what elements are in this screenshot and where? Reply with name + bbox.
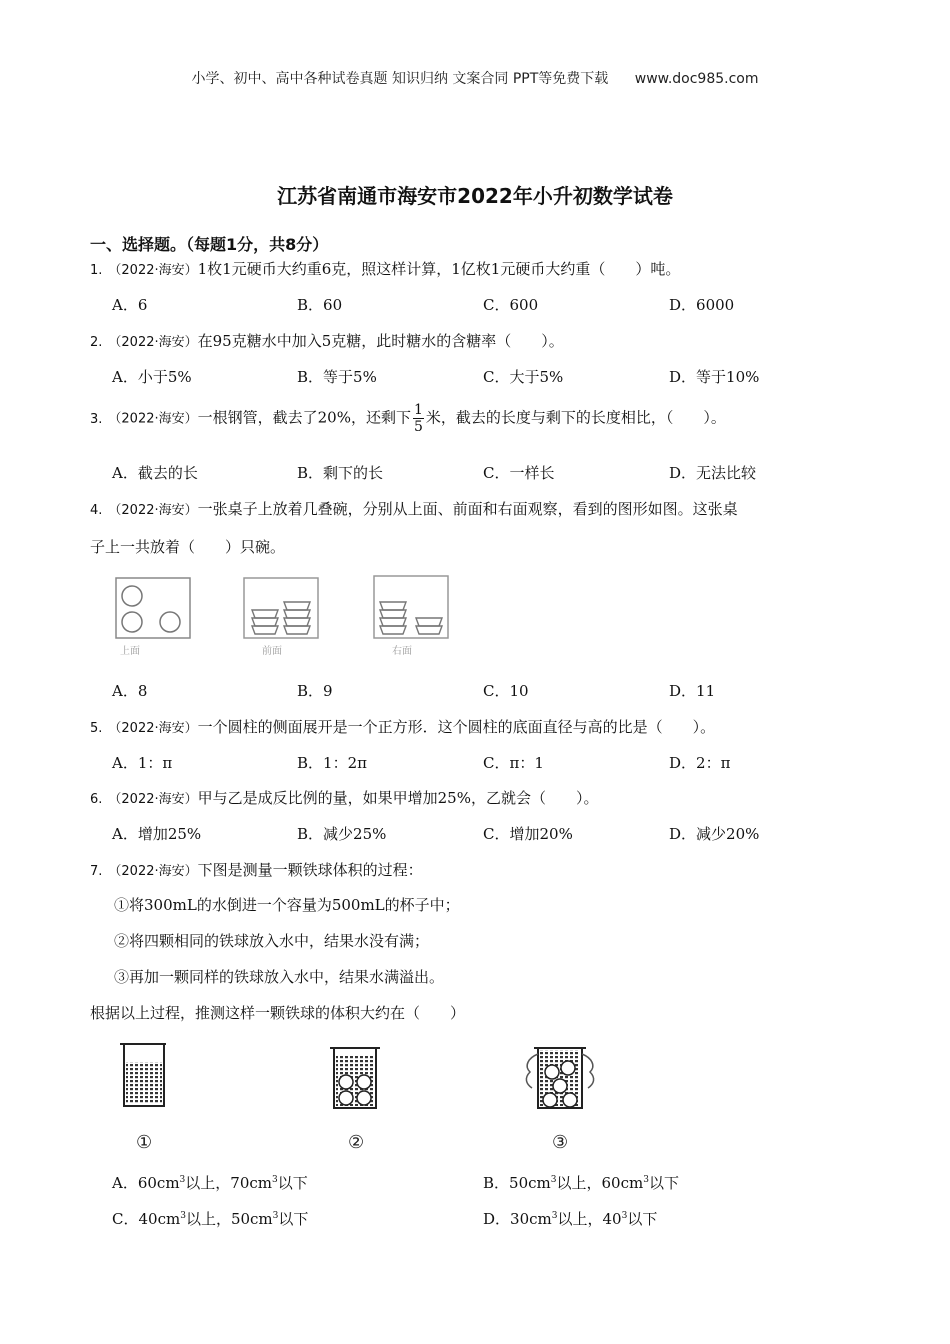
option-d-sup2: 3 [621, 1211, 628, 1221]
view-label-right: 右面 [392, 646, 412, 657]
option-a-sup1: 3 [179, 1175, 186, 1185]
option-d-sup1: 3 [551, 1211, 558, 1221]
option-b[interactable]: B．减少25% [297, 825, 387, 843]
question-6-options [112, 823, 852, 845]
question-text: 一个圆柱的侧面展开是一个正方形．这个圆柱的底面直径与高的比是（ ）。 [197, 718, 716, 736]
option-a-sup2: 3 [272, 1175, 278, 1185]
option-c[interactable]: C．一样长 [483, 464, 555, 482]
option-a[interactable]: A．截去的长 [112, 464, 198, 482]
option-b[interactable]: B．9 [297, 682, 333, 700]
option-b-mid: 以上，60cm [556, 1174, 644, 1192]
view-label-top: 上面 [120, 646, 140, 657]
question-text-after: 米，截去的长度与剩下的长度相比，（ ）。 [425, 408, 726, 427]
bowl-views-figure [112, 572, 452, 662]
option-a[interactable]: A．增加25% [112, 825, 202, 843]
option-b-sup2: 3 [643, 1175, 649, 1185]
question-number: 7. [90, 864, 103, 879]
question-text: 甲与乙是成反比例的量，如果甲增加25%，乙就会（ ）。 [197, 789, 599, 807]
question-7 [90, 859, 423, 880]
question-7-conclusion: 根据以上过程，推测这样一颗铁球的体积大约在（ ） [90, 1004, 466, 1022]
beaker-2 [330, 1048, 380, 1153]
question-7-options-row2 [112, 1208, 852, 1230]
question-text-line1: 一张桌子上放着几叠碗，分别从上面、前面和右面观察，看到的图形如图。这张桌 [197, 500, 738, 518]
question-1-options [112, 294, 852, 316]
question-4-line2: 子上一共放着（ ）只碗。 [90, 538, 286, 556]
question-2-options [112, 366, 852, 388]
question-1 [90, 258, 680, 279]
question-number: 5. [90, 721, 103, 736]
question-5-options [112, 752, 852, 774]
header-url[interactable]: www.doc985.com [634, 71, 759, 87]
question-5 [90, 716, 715, 737]
option-d-mid: 以上，40 [557, 1210, 622, 1228]
question-source-tag: （2022·海安） [108, 792, 198, 807]
option-d-post: 以下 [627, 1210, 658, 1228]
question-source-tag: （2022·海安） [108, 411, 198, 427]
right-view [374, 576, 448, 657]
option-d[interactable]: D．2：π [669, 754, 731, 772]
question-2 [90, 330, 564, 351]
beaker-1 [120, 1044, 166, 1153]
option-c[interactable]: C．大于5% [483, 368, 564, 386]
question-source-tag: （2022·海安） [108, 503, 198, 518]
option-c[interactable]: C．π：1 [483, 754, 544, 772]
section-heading: 一、选择题。（每题1分，共8分） [90, 235, 329, 254]
figure-label-3: ③ [552, 1132, 569, 1153]
option-a[interactable]: A．6 [112, 296, 148, 314]
option-b[interactable]: B．60 [297, 296, 343, 314]
front-view [244, 578, 318, 657]
question-4-options [112, 680, 852, 702]
option-c-mid: 以上，50cm [185, 1210, 273, 1228]
question-text: 1枚1元硬币大约重6克，照这样计算，1亿枚1元硬币大约重（ ）吨。 [197, 260, 681, 278]
question-number: 1. [90, 263, 103, 278]
option-a-post: 以下 [277, 1174, 308, 1192]
header-text: 小学、初中、高中各种试卷真题 知识归纳 文案合同 PPT等免费下载 [191, 71, 609, 87]
question-number: 6. [90, 792, 103, 807]
option-d[interactable]: D．减少20% [669, 825, 760, 843]
beaker-3 [526, 1048, 593, 1153]
question-3-options [112, 462, 852, 484]
option-a-mid: 以上，70cm [185, 1174, 272, 1192]
page-header [0, 68, 950, 88]
question-source-tag: （2022·海安） [108, 864, 198, 879]
option-b-pre: B．50cm [483, 1174, 551, 1192]
question-text-before: 一根钢管，截去了20%，还剩下 [197, 408, 411, 427]
question-number: 4. [90, 503, 103, 518]
question-number: 2. [90, 335, 103, 350]
option-d[interactable]: D．无法比较 [669, 464, 757, 482]
fraction-numerator: 1 [413, 402, 423, 418]
option-b[interactable]: B．剩下的长 [297, 464, 384, 482]
option-a[interactable]: A．小于5% [112, 368, 192, 386]
page-title: 江苏省南通市海安市2022年小升初数学试卷 [277, 184, 673, 208]
step-1: ①将300mL的水倒进一个容量为500mL的杯子中； [114, 896, 460, 914]
option-c-pre: C．40cm [112, 1210, 181, 1228]
option-a[interactable] [112, 1172, 308, 1193]
option-a-pre: A．60cm [112, 1174, 180, 1192]
option-a[interactable]: A．8 [112, 682, 148, 700]
option-d[interactable]: D．6000 [669, 296, 735, 314]
view-label-front: 前面 [262, 646, 282, 657]
option-c[interactable]: C．600 [483, 296, 539, 314]
top-view [116, 578, 190, 657]
step-3: ③再加一颗同样的铁球放入水中，结果水满溢出。 [114, 968, 445, 986]
option-d-pre: D．30cm [483, 1210, 552, 1228]
question-source-tag: （2022·海安） [108, 335, 198, 350]
question-4 [90, 498, 738, 519]
option-c-sup2: 3 [272, 1211, 279, 1221]
fraction [413, 403, 424, 434]
question-text: 下图是测量一颗铁球体积的过程： [197, 861, 423, 879]
beaker-figures [110, 1036, 610, 1156]
option-b[interactable] [483, 1172, 679, 1193]
option-b-sup1: 3 [550, 1175, 557, 1185]
option-c-sup1: 3 [180, 1211, 186, 1221]
option-c[interactable]: C．10 [483, 682, 529, 700]
option-d[interactable] [483, 1208, 657, 1229]
question-source-tag: （2022·海安） [108, 263, 198, 278]
figure-label-2: ② [348, 1132, 365, 1153]
option-d[interactable]: D．等于10% [669, 368, 760, 386]
option-c[interactable]: C．增加20% [483, 825, 573, 843]
option-b[interactable]: B．1：2π [297, 754, 367, 772]
question-3 [90, 403, 726, 434]
option-c-post: 以下 [278, 1210, 309, 1228]
question-number: 3. [90, 411, 103, 427]
question-7-options-row1 [112, 1172, 852, 1194]
question-6 [90, 787, 598, 808]
question-text: 在95克糖水中加入5克糖，此时糖水的含糖率（ ）。 [197, 332, 564, 350]
option-b[interactable]: B．等于5% [297, 368, 377, 386]
figure-label-1: ① [136, 1132, 153, 1153]
option-d[interactable]: D．11 [669, 682, 716, 700]
step-2: ②将四颗相同的铁球放入水中，结果水没有满； [114, 932, 430, 950]
option-b-post: 以下 [648, 1174, 679, 1192]
fraction-denominator: 5 [413, 419, 423, 435]
question-source-tag: （2022·海安） [108, 721, 198, 736]
option-a[interactable]: A．1：π [112, 754, 173, 772]
option-c[interactable] [112, 1208, 308, 1229]
